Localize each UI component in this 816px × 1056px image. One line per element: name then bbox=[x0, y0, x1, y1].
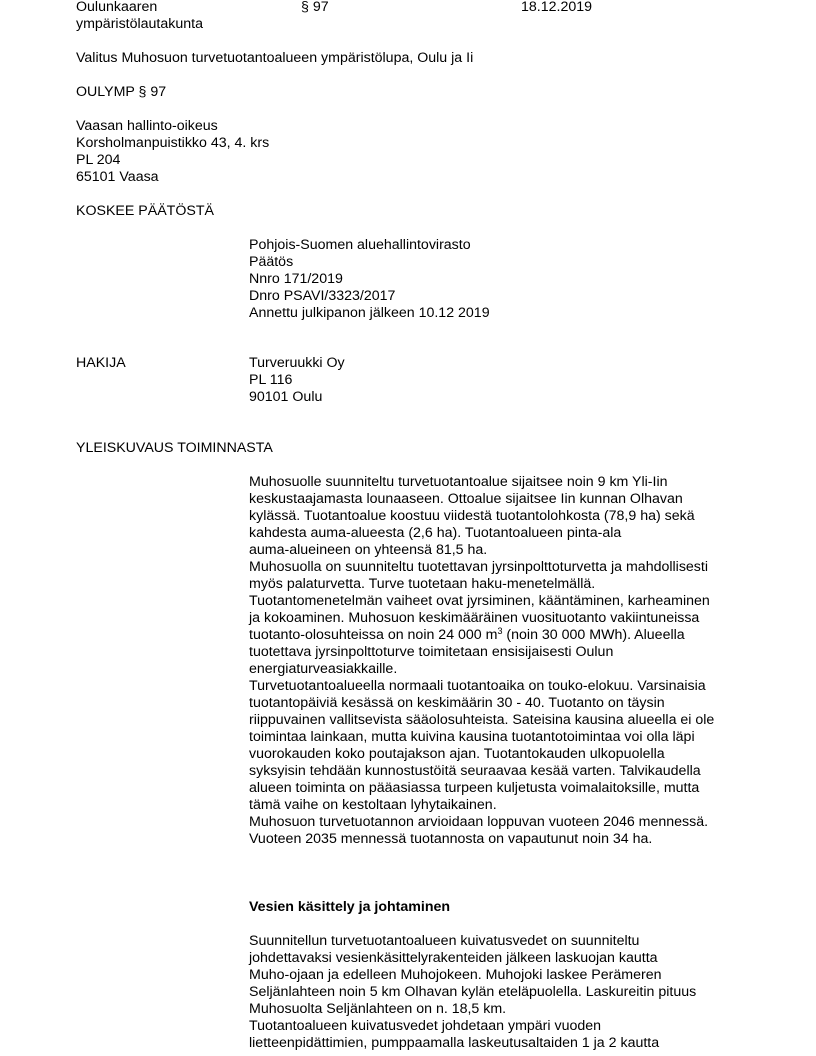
decision-line: Dnro PSAVI/3323/2017 bbox=[249, 288, 396, 304]
paragraph-line: energiaturveasiakkaille. bbox=[249, 661, 398, 677]
decision-line: Pohjois-Suomen aluehallintovirasto bbox=[249, 237, 471, 253]
paragraph-line: johdettavaksi vesienkäsittelyrakenteiden jälkeen laskuojan kautta bbox=[249, 950, 658, 966]
decision-line: Nnro 171/2019 bbox=[249, 271, 343, 287]
paragraph-line: Vuoteen 2035 mennessä tuotannosta on vapautunut noin 34 ha. bbox=[249, 831, 653, 847]
recipient-line: PL 204 bbox=[76, 152, 121, 168]
cubic-superscript: 3 bbox=[497, 626, 503, 636]
decision-line: Päätös bbox=[249, 254, 294, 270]
paragraph-line: vuorokauden koko poutajakson ajan. Tuotantokauden ulkopuolella bbox=[249, 746, 665, 762]
paragraph-line: Seljänlahteen noin 5 km Olhavan kylän eteläpuolella. Laskureitin pituus bbox=[249, 984, 697, 1000]
paragraph-line: Tuotantoalueen kuivatusvedet johdetaan ympäri vuoden bbox=[249, 1018, 602, 1034]
applicant-address bbox=[249, 355, 345, 406]
paragraph-line: tuotantopäiviä kesässä on keskimäärin 30 - 40. Tuotanto on täysin bbox=[249, 695, 665, 711]
header-org-line2: ympäristölautakunta bbox=[76, 16, 203, 32]
paragraph-line: tuotettava jyrsinpolttoturve toimitetaan ensisijaisesti Oulun bbox=[249, 644, 614, 660]
paragraph-line: kahdesta auma-alueesta (2,6 ha). Tuotantoalueen pinta-ala bbox=[249, 525, 622, 541]
paragraph-line: auma-alueineen on yhteensä 81,5 ha. bbox=[249, 542, 488, 558]
decision-heading: KOSKEE PÄÄTÖSTÄ bbox=[76, 203, 214, 219]
recipient-line: Korsholmanpuistikko 43, 4. krs bbox=[76, 135, 270, 151]
paragraph-line: Muho-ojaan ja edelleen Muhojokeen. Muhojoki laskee Perämeren bbox=[249, 967, 662, 983]
paragraph-line: keskustaajamasta lounaaseen. Ottoalue sijaitsee Iin kunnan Olhavan bbox=[249, 491, 683, 507]
volume-text: tuotanto-olosuhteissa on noin 24 000 m bbox=[249, 627, 498, 643]
applicant-line: 90101 Oulu bbox=[249, 389, 323, 405]
reference-code: OULYMP § 97 bbox=[76, 84, 167, 100]
paragraph-line-with-superscript bbox=[249, 627, 714, 644]
header-date: 18.12.2019 bbox=[521, 0, 593, 15]
paragraph-line: Turvetuotantoalueella normaali tuotantoaika on touko-elokuu. Varsinaisia bbox=[249, 678, 706, 694]
applicant-line: PL 116 bbox=[249, 372, 293, 388]
subject-line: Valitus Muhosuon turvetuotantoalueen ympäristölupa, Oulu ja Ii bbox=[76, 50, 474, 66]
applicant-heading: HAKIJA bbox=[76, 355, 126, 371]
paragraph-line: alueen toiminta on pääasiassa turpeen kuljetusta voimalaitoksille, mutta bbox=[249, 780, 700, 796]
overview-body bbox=[249, 474, 714, 848]
paragraph-line: syksyisin tehdään kunnostustöitä seuraavaa kesää varten. Talvikaudella bbox=[249, 763, 701, 779]
applicant-line: Turveruukki Oy bbox=[249, 355, 345, 371]
paragraph-line: tämä vaihe on kestoltaan lyhytaikainen. bbox=[249, 797, 497, 813]
paragraph-line: lietteenpidättimien, pumppaamalla laskeutusaltaiden 1 ja 2 kautta bbox=[249, 1035, 660, 1051]
paragraph-line: Muhosuolle suunniteltu turvetuotantoalue sijaitsee noin 9 km Yli-Iin bbox=[249, 474, 668, 490]
water-section-heading: Vesien käsittely ja johtaminen bbox=[249, 899, 451, 915]
volume-text-after: (noin 30 000 MWh). Alueella bbox=[502, 627, 685, 643]
paragraph-line: Muhosuon turvetuotannon arvioidaan loppuvan vuoteen 2046 mennessä. bbox=[249, 814, 709, 830]
header-section: § 97 bbox=[301, 0, 329, 15]
paragraph-line: Suunnitellun turvetuotantoalueen kuivatusvedet on suunniteltu bbox=[249, 933, 640, 949]
decision-line: Annettu julkipanon jälkeen 10.12 2019 bbox=[249, 305, 490, 321]
header-org-line1: Oulunkaaren bbox=[76, 0, 158, 15]
decision-details bbox=[249, 237, 490, 322]
paragraph-line: Tuotantomenetelmän vaiheet ovat jyrsiminen, kääntäminen, karheaminen bbox=[249, 593, 710, 609]
water-section-body bbox=[249, 933, 696, 1052]
paragraph-line: Muhosuolla on suunniteltu tuotettavan jyrsinpolttoturvetta ja mahdollisesti bbox=[249, 559, 708, 575]
paragraph-line: toimintaa lainkaan, mutta kuivina kausina tuotantotoimintaa voi olla läpi bbox=[249, 729, 695, 745]
paragraph-line: Muhosuolta Seljänlahteen on n. 18,5 km. bbox=[249, 1001, 507, 1017]
paragraph-line: ja kokoaminen. Muhosuon keskimääräinen vuosituotanto vakiintuneissa bbox=[249, 610, 700, 626]
paragraph-line: kylässä. Tuotantoalue koostuu viidestä tuotantolohkosta (78,9 ha) sekä bbox=[249, 508, 695, 524]
recipient-line: Vaasan hallinto-oikeus bbox=[76, 118, 218, 134]
overview-heading: YLEISKUVAUS TOIMINNASTA bbox=[76, 440, 273, 456]
paragraph-line: riippuvainen vallitsevista sääolosuhteista. Sateisina kausina alueella ei ole bbox=[249, 712, 715, 728]
recipient-line: 65101 Vaasa bbox=[76, 169, 159, 185]
paragraph-line: myös palaturvetta. Turve tuotetaan haku-menetelmällä. bbox=[249, 576, 596, 592]
recipient-address bbox=[76, 118, 269, 186]
